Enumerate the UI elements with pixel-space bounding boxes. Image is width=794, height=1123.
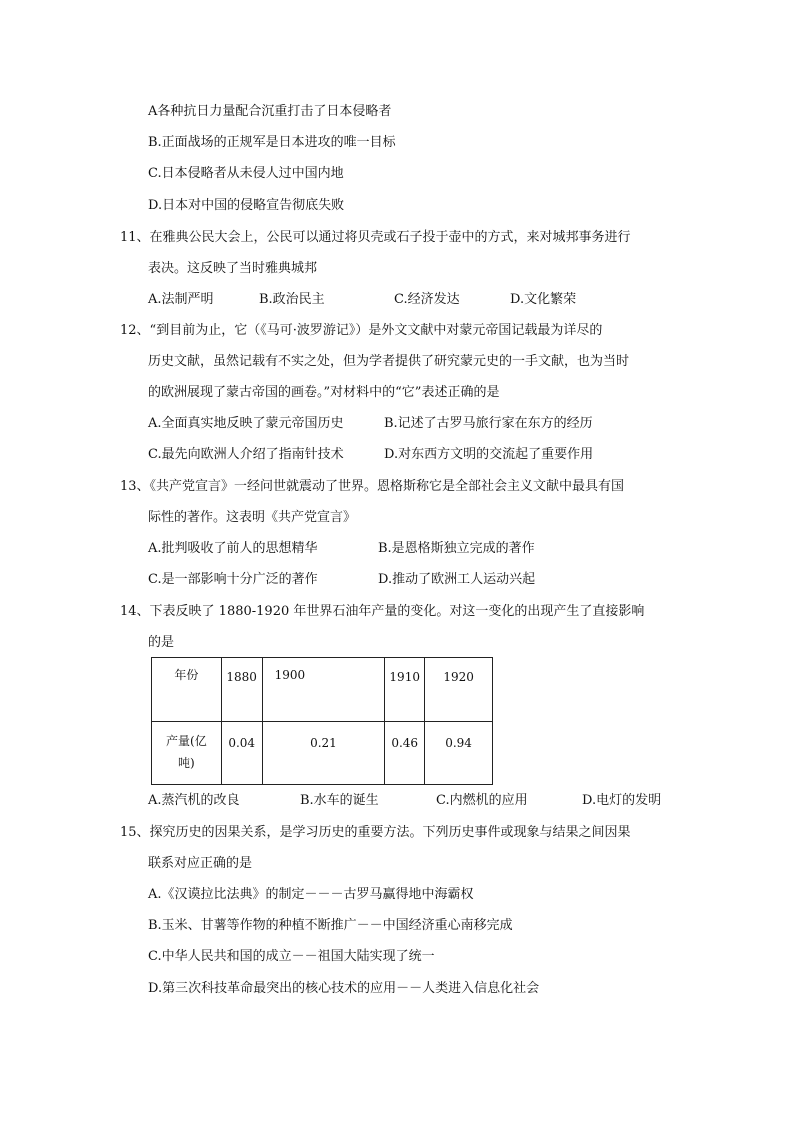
table-value-1920: 0.94 [425, 722, 493, 785]
q13-stem-line1: 13、《共产党宣言》一经问世就震动了世界。恩格斯称它是全部社会主义文献中最具有国 [120, 479, 625, 494]
q12-option-a: A.全面真实地反映了蒙元帝国历史 [148, 416, 344, 431]
q15-option-c: C.中华人民共和国的成立－－祖国大陆实现了统一 [148, 949, 435, 964]
q13-option-d: D.推动了欧洲工人运动兴起 [378, 572, 536, 587]
q15-stem-line2: 联系对应正确的是 [148, 856, 253, 871]
table-year-1900: 1900 [262, 658, 385, 722]
table-value-1880: 0.04 [221, 722, 262, 785]
table-value-1900: 0.21 [262, 722, 385, 785]
q11-option-c: C.经济发达 [394, 292, 460, 307]
table-year-1910: 1910 [385, 658, 425, 722]
table-year-1880: 1880 [221, 658, 262, 722]
q12-option-d: D.对东西方文明的交流起了重要作用 [384, 447, 594, 462]
q13-option-b: B.是恩格斯独立完成的著作 [378, 541, 535, 556]
q14-option-d: D.电灯的发明 [582, 793, 662, 808]
q14-option-b: B.水车的诞生 [300, 793, 379, 808]
q15-option-a: A.《汉谟拉比法典》的制定－－－古罗马赢得地中海霸权 [148, 887, 474, 902]
table-row [152, 722, 493, 785]
table-row-label-line1: 产量(亿 [166, 734, 207, 748]
q14-option-a: A.蒸汽机的改良 [148, 793, 240, 808]
table-value-1910: 0.46 [385, 722, 425, 785]
q11-option-d: D.文化繁荣 [510, 292, 577, 307]
q10-option-b: B.正面战场的正规军是日本进攻的唯一目标 [148, 135, 396, 150]
q11-option-a: A.法制严明 [148, 292, 214, 307]
q13-stem-line2: 际性的著作。这表明《共产党宣言》 [148, 510, 357, 525]
q14-stem-line2: 的是 [148, 635, 175, 650]
q10-option-c: C.日本侵略者从未侵人过中国内地 [148, 166, 344, 181]
q11-stem-line1: 11、在雅典公民大会上，公民可以通过将贝壳或石子投于壶中的方式，来对城邦事务进行 [120, 230, 631, 245]
q13-option-c: C.是一部影响十分广泛的著作 [148, 572, 318, 587]
q12-option-c: C.最先向欧洲人介绍了指南针技术 [148, 447, 344, 462]
q14-option-c: C.内燃机的应用 [436, 793, 528, 808]
q12-stem-line3: 的欧洲展现了蒙古帝国的画卷。”对材料中的“它”表述正确的是 [148, 385, 500, 400]
q10-option-a: A各种抗日力量配合沉重打击了日本侵略者 [148, 104, 392, 119]
q11-stem-line2: 表决。这反映了当时雅典城邦 [148, 261, 318, 276]
q10-option-d: D.日本对中国的侵略宣告彻底失败 [148, 198, 345, 213]
table-year-1920: 1920 [425, 658, 493, 722]
q11-option-b: B.政治民主 [259, 292, 325, 307]
q12-option-b: B.记述了古罗马旅行家在东方的经历 [384, 416, 593, 431]
q12-stem-line2: 历史文献，虽然记载有不实之处，但为学者提供了研究蒙元史的一手文献，也为当时 [148, 354, 630, 369]
q14-stem-line1: 14、下表反映了 1880-1920 年世界石油年产量的变化。对这一变化的出现产生了直接影响 [120, 604, 645, 619]
q15-option-d: D.第三次科技革命最突出的核心技术的应用－－人类进入信息化社会 [148, 981, 540, 996]
q15-stem-line1: 15、探究历史的因果关系，是学习历史的重要方法。下列历史事件或现象与结果之间因果 [120, 825, 631, 840]
q12-stem-line1: 12、“到目前为止，它（《马可·波罗游记》）是外文文献中对蒙元帝国记载最为详尽的 [120, 323, 603, 338]
q13-option-a: A.批判吸收了前人的思想精华 [148, 541, 318, 556]
oil-production-table [151, 657, 493, 785]
q15-option-b: B.玉米、甘薯等作物的种植不断推广－－中国经济重心南移完成 [148, 918, 513, 933]
table-row-label [152, 722, 222, 785]
table-row-label-line2: 吨) [178, 756, 195, 770]
table-header-label: 年份 [152, 658, 222, 722]
table-row [152, 658, 493, 722]
